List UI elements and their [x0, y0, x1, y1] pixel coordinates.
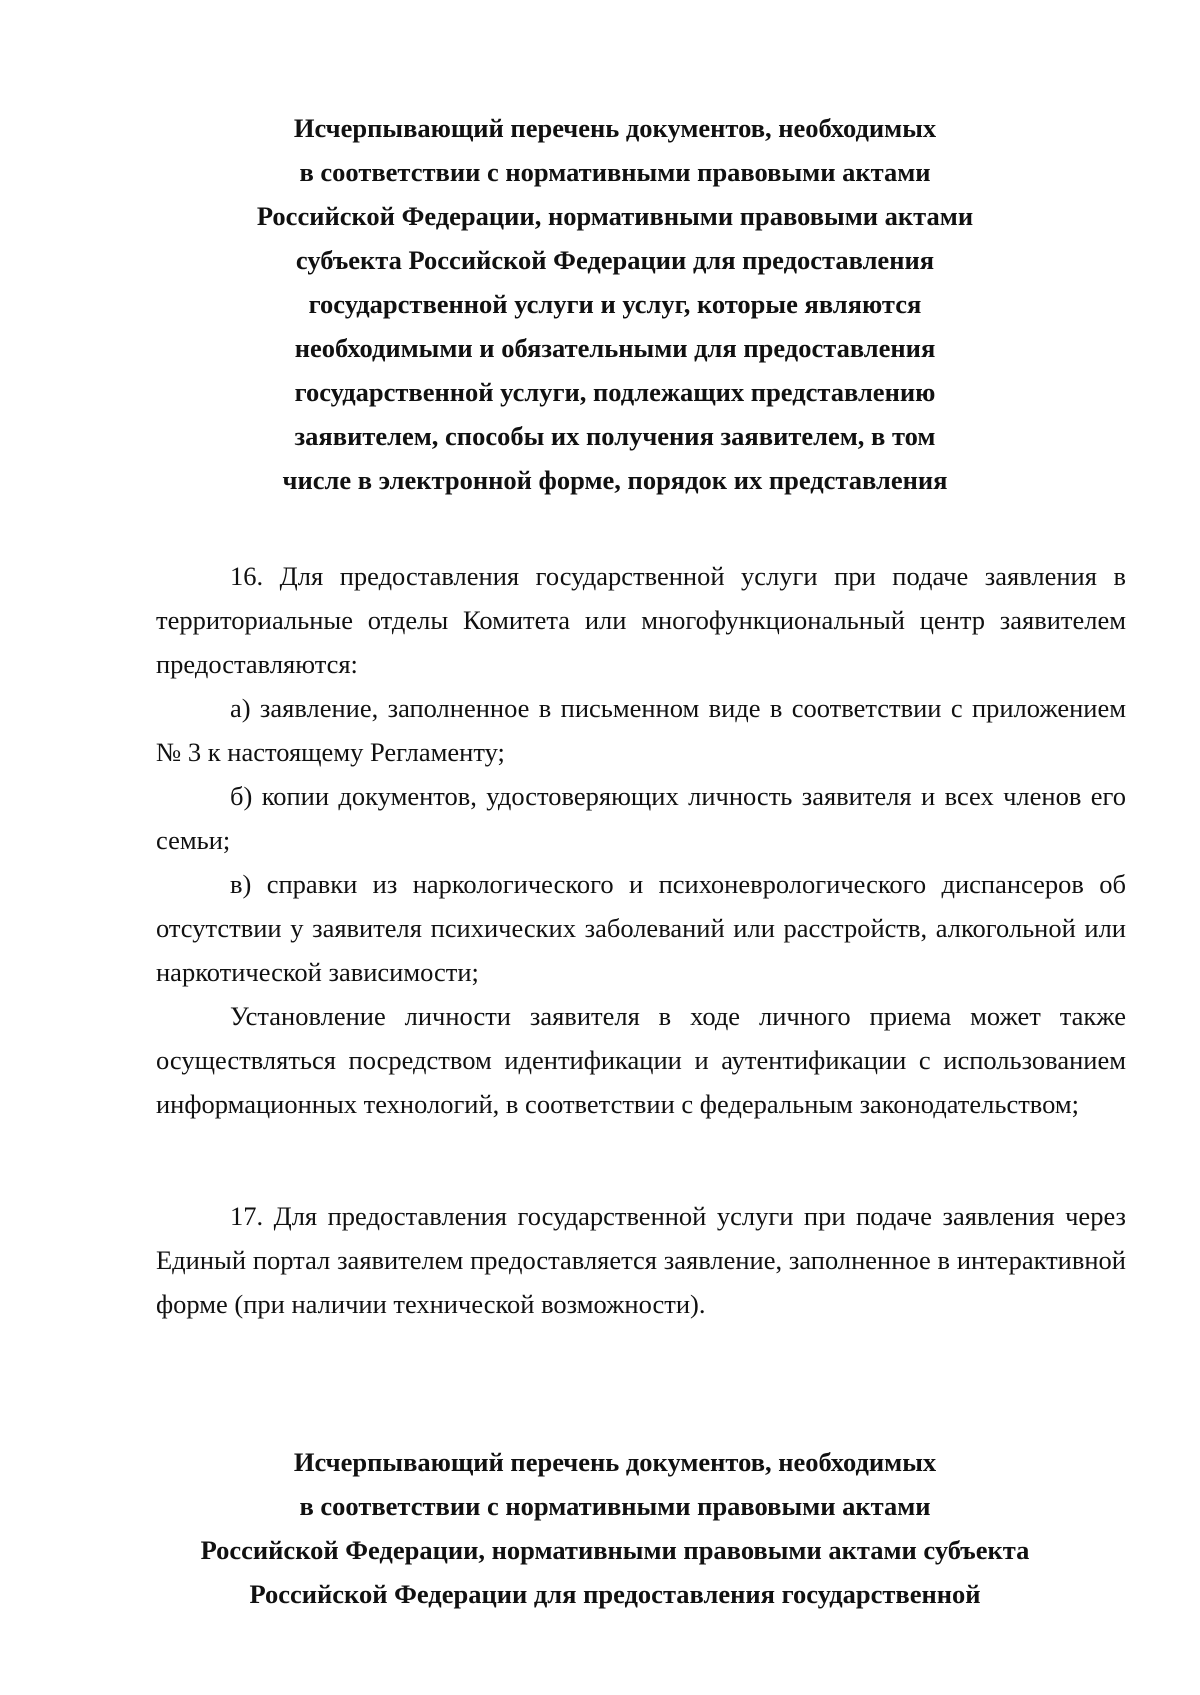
list-item-v: в) справки из наркологического и психоневрологического диспансеров об отсутствии у заявителя психических заболеваний или расстройств, алкогольной или наркотической зависимости;	[156, 869, 1126, 987]
heading-line: числе в электронной форме, порядок их представления	[282, 465, 948, 495]
clause-17-block	[156, 1194, 1126, 1326]
identity-verification-paragraph: Установление личности заявителя в ходе личного приема может также осуществляться посредством идентификации и аутентификации с использованием информационных технологий, в соответствии с федеральным законодательством;	[156, 1001, 1126, 1119]
list-item-a: а) заявление, заполненное в письменном виде в соответствии с приложением № 3 к настоящему Регламенту;	[156, 693, 1126, 767]
clause-16-paragraph: 16. Для предоставления государственной услуги при подаче заявления в территориальные отделы Комитета или многофункциональный центр заявителем предоставляются:	[156, 561, 1126, 679]
heading-line: в соответствии с нормативными правовыми актами	[299, 157, 931, 187]
clause-17-paragraph: 17. Для предоставления государственной услуги при подаче заявления через Единый портал заявителем предоставляется заявление, заполненное в интерактивной форме (при наличии технической возможности).	[156, 1201, 1126, 1319]
heading-line: Исчерпывающий перечень документов, необходимых	[293, 113, 937, 143]
heading-line: заявителем, способы их получения заявителем, в том	[294, 421, 936, 451]
heading-line: Российской Федерации, нормативными правовыми актами	[256, 201, 974, 231]
heading-line: Российской Федерации для предоставления государственной	[249, 1579, 981, 1609]
heading-line: в соответствии с нормативными правовыми актами	[299, 1491, 931, 1521]
heading-line: государственной услуги, подлежащих представлению	[294, 377, 936, 407]
heading-line: Исчерпывающий перечень документов, необходимых	[293, 1447, 937, 1477]
heading-line: необходимыми и обязательными для предоставления	[294, 333, 936, 363]
heading-line: Российской Федерации, нормативными правовыми актами субъекта	[200, 1535, 1030, 1565]
heading-line: субъекта Российской Федерации для предоставления	[295, 245, 935, 275]
section-heading-documents-list-2	[150, 1440, 1080, 1616]
section-heading-documents-list	[150, 106, 1080, 502]
list-item-b: б) копии документов, удостоверяющих личность заявителя и всех членов его семьи;	[156, 781, 1126, 855]
clause-16-block	[156, 554, 1126, 1126]
heading-line: государственной услуги и услуг, которые являются	[308, 289, 922, 319]
